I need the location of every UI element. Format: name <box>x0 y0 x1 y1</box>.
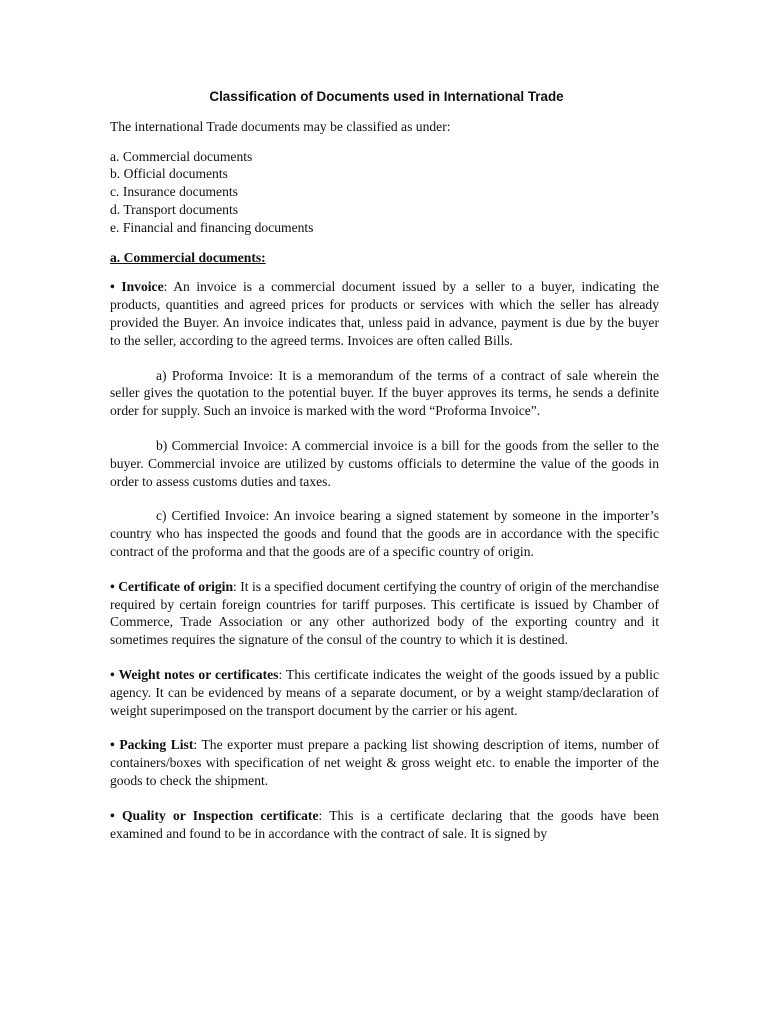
packing-list-paragraph <box>110 736 659 789</box>
list-item: c. Insurance documents <box>110 184 238 200</box>
invoice-term: • Invoice <box>110 279 164 295</box>
list-item: d. Transport documents <box>110 201 239 217</box>
packing-list-text: : The exporter must prepare a packing list showing description of items, number of containers/boxes with specification of net weight & gross weight etc. to enable the importer of the goods to check the shipment. <box>110 737 659 788</box>
weight-notes-text: : This certificate indicates the weight of the goods issued by a public agency. It can be evidenced by means of a separate document, or by a weight stamp/declaration of weight superimposed on the transport document by the carrier or his agent. <box>110 666 659 718</box>
quality-certificate-text: : This is a certificate declaring that the goods have been examined and found to be in accordance with the contract of sale. It is signed by <box>110 807 659 841</box>
certificate-of-origin-text: : It is a specified document certifying the country of origin of the merchandise required by certain foreign countries for tariff purposes. This certificate is issued by Chamber of Commerce, Trade Association or any other authorized body of the exporting country and it sometimes requires the signature of the consul of the country to which it is destined. <box>110 578 659 648</box>
intro-paragraph: The international Trade documents may be classified as under: <box>110 118 451 134</box>
classification-list <box>110 148 659 237</box>
packing-list-term: • Packing List <box>110 737 194 753</box>
certificate-of-origin-paragraph <box>110 578 659 649</box>
list-item: b. Official documents <box>110 166 228 182</box>
proforma-invoice-paragraph: a) Proforma Invoice: It is a memorandum of the terms of a contract of sale wherein the seller gives the quotation to the potential buyer. If the buyer approves its terms, he sends a definite order for supply. Such an invoice is marked with the word “Proforma Invoice”. <box>110 367 659 419</box>
document-title: Classification of Documents used in International Trade <box>209 89 564 104</box>
invoice-text: : An invoice is a commercial document issued by a seller to a buyer, indicating the products, quantities and agreed prices for products or services with which the seller has already provided the Buyer. An invoice indicates that, unless paid in advance, payment is due by the buyer to the seller, according to the agreed terms. Invoices are often called Bills. <box>110 279 659 348</box>
invoice-paragraph <box>110 278 659 349</box>
document-page <box>110 88 659 859</box>
list-item: a. Commercial documents <box>110 148 253 164</box>
weight-notes-term: • Weight notes or certificates <box>110 666 279 682</box>
certified-invoice-paragraph: c) Certified Invoice: An invoice bearing a signed statement by someone in the importer’s country who has inspected the goods and found that the goods are in accordance with the specific contract of the proforma and that the goods are of a specific country of origin. <box>110 508 659 559</box>
section-heading-commercial: a. Commercial documents: <box>110 249 266 265</box>
commercial-invoice-paragraph: b) Commercial Invoice: A commercial invoice is a bill for the goods from the seller to the buyer. Commercial invoice are utilized by customs officials to determine the value of the goods in order to assess customs duties and taxes. <box>110 437 659 489</box>
list-item: e. Financial and financing documents <box>110 219 314 235</box>
quality-certificate-term: • Quality or Inspection certificate <box>110 807 319 823</box>
quality-certificate-paragraph <box>110 807 659 843</box>
weight-notes-paragraph <box>110 666 659 719</box>
certificate-of-origin-term: • Certificate of origin <box>110 578 234 594</box>
